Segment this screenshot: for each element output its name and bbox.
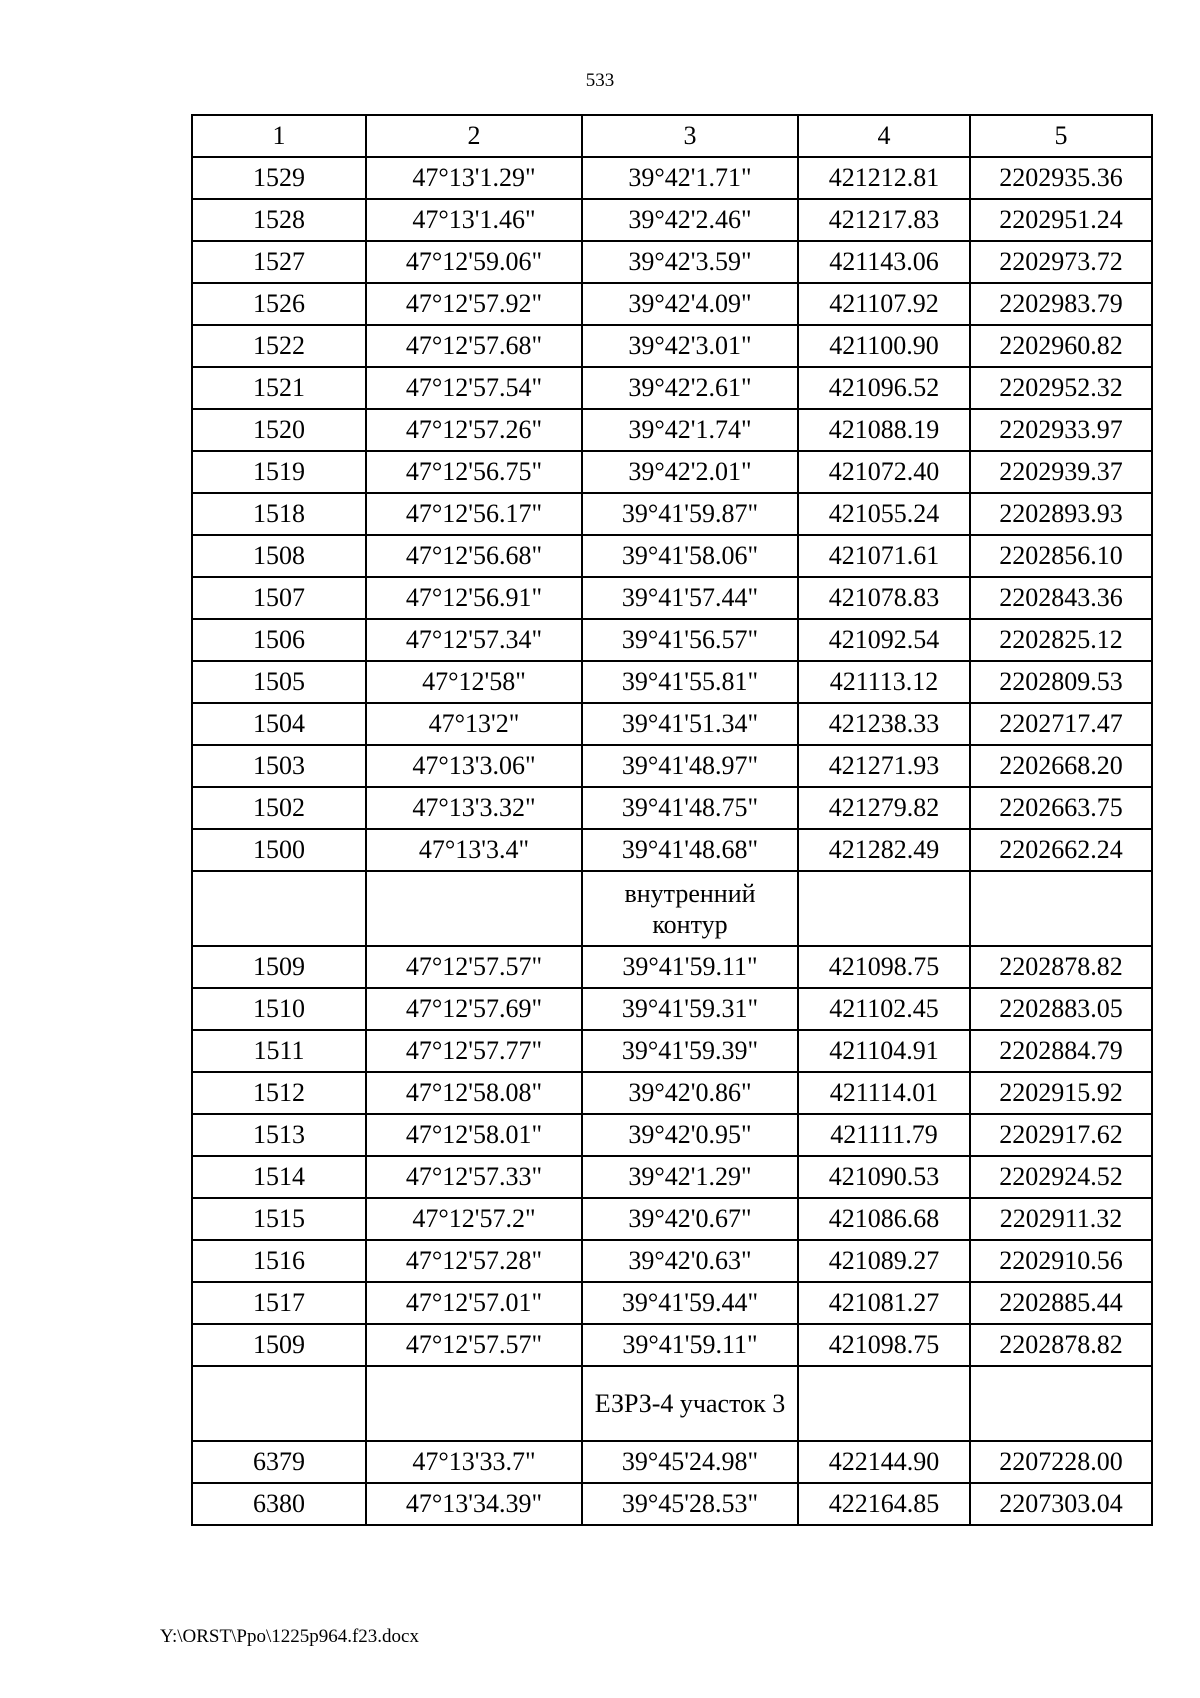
table-cell: 2202910.56 [970, 1240, 1152, 1282]
table-cell: 421092.54 [798, 619, 970, 661]
table-cell: 421113.12 [798, 661, 970, 703]
table-cell [798, 1366, 970, 1441]
table-row [192, 199, 1152, 241]
table-row [192, 1240, 1152, 1282]
table-row [192, 829, 1152, 871]
table-cell: 47°12'57.33" [366, 1156, 582, 1198]
table-cell: 47°13'1.46" [366, 199, 582, 241]
column-header: 4 [798, 115, 970, 157]
table-cell: 2202951.24 [970, 199, 1152, 241]
table-cell: 421071.61 [798, 535, 970, 577]
table-cell: 421111.79 [798, 1114, 970, 1156]
table-cell: внутренний контур [582, 871, 798, 946]
table-row [192, 325, 1152, 367]
table-cell: 47°12'57.28" [366, 1240, 582, 1282]
table-cell: 47°12'57.54" [366, 367, 582, 409]
table-row [192, 1441, 1152, 1483]
table-cell: 1517 [192, 1282, 366, 1324]
table-cell: 47°12'56.17" [366, 493, 582, 535]
table-row [192, 283, 1152, 325]
table-cell: 39°42'1.71" [582, 157, 798, 199]
table-cell: 39°42'0.63" [582, 1240, 798, 1282]
table-cell: 6380 [192, 1483, 366, 1525]
table-row [192, 1156, 1152, 1198]
table-row [192, 1324, 1152, 1366]
table-cell: 2202917.62 [970, 1114, 1152, 1156]
table-cell: 2207228.00 [970, 1441, 1152, 1483]
table-row [192, 367, 1152, 409]
table-cell: 47°12'57.2" [366, 1198, 582, 1240]
table-cell: 421072.40 [798, 451, 970, 493]
table-cell: 1503 [192, 745, 366, 787]
table-row [192, 946, 1152, 988]
table-cell [970, 871, 1152, 946]
table-row [192, 577, 1152, 619]
table-cell: 39°41'59.11" [582, 946, 798, 988]
table-cell: 47°12'57.34" [366, 619, 582, 661]
table-cell: 1516 [192, 1240, 366, 1282]
table-cell: 2202973.72 [970, 241, 1152, 283]
table-cell: 421078.83 [798, 577, 970, 619]
table-cell: 39°42'0.86" [582, 1072, 798, 1114]
table-row [192, 451, 1152, 493]
table-cell: 421279.82 [798, 787, 970, 829]
table-cell: 421090.53 [798, 1156, 970, 1198]
table-cell: 421107.92 [798, 283, 970, 325]
table-cell: 39°42'2.01" [582, 451, 798, 493]
table-cell: 2202983.79 [970, 283, 1152, 325]
table-cell [366, 871, 582, 946]
table-cell: 39°41'59.44" [582, 1282, 798, 1324]
table-cell [970, 1366, 1152, 1441]
table-cell: 39°41'51.34" [582, 703, 798, 745]
table-cell: 47°13'1.29" [366, 157, 582, 199]
table-cell: 1514 [192, 1156, 366, 1198]
table-row [192, 241, 1152, 283]
table-row [192, 787, 1152, 829]
table-cell: 1518 [192, 493, 366, 535]
table-cell: 2202884.79 [970, 1030, 1152, 1072]
table-cell: 47°12'57.01" [366, 1282, 582, 1324]
table-cell [192, 1366, 366, 1441]
table-cell: 2202717.47 [970, 703, 1152, 745]
column-header: 1 [192, 115, 366, 157]
table-cell: 39°42'2.46" [582, 199, 798, 241]
table-cell: 39°41'57.44" [582, 577, 798, 619]
column-header: 5 [970, 115, 1152, 157]
table-cell: 421098.75 [798, 1324, 970, 1366]
table-cell: ЕЗРЗ-4 участок 3 [582, 1366, 798, 1441]
table-cell: 47°12'59.06" [366, 241, 582, 283]
table-cell: 421102.45 [798, 988, 970, 1030]
table-row [192, 1072, 1152, 1114]
table-cell: 47°12'57.57" [366, 946, 582, 988]
table-cell: 39°42'4.09" [582, 283, 798, 325]
table-cell: 39°41'59.39" [582, 1030, 798, 1072]
table-cell: 1528 [192, 199, 366, 241]
table-cell: 39°41'48.68" [582, 829, 798, 871]
table-cell: 1509 [192, 946, 366, 988]
table-cell: 47°12'56.68" [366, 535, 582, 577]
table-cell: 47°13'3.4" [366, 829, 582, 871]
table-cell: 1505 [192, 661, 366, 703]
table-cell: 1508 [192, 535, 366, 577]
page-number: 533 [585, 70, 615, 91]
table-cell: 421217.83 [798, 199, 970, 241]
table-cell: 39°42'0.95" [582, 1114, 798, 1156]
table-cell: 39°42'0.67" [582, 1198, 798, 1240]
table-cell: 2202878.82 [970, 1324, 1152, 1366]
table-cell: 39°42'3.59" [582, 241, 798, 283]
table-cell: 421088.19 [798, 409, 970, 451]
table-cell [192, 871, 366, 946]
table-cell: 39°45'28.53" [582, 1483, 798, 1525]
table-cell: 47°12'57.92" [366, 283, 582, 325]
table-cell: 6379 [192, 1441, 366, 1483]
table-cell: 1504 [192, 703, 366, 745]
table-cell: 1527 [192, 241, 366, 283]
table-cell: 1511 [192, 1030, 366, 1072]
table-cell: 421282.49 [798, 829, 970, 871]
table-cell: 1500 [192, 829, 366, 871]
table-cell: 2202924.52 [970, 1156, 1152, 1198]
table-row [192, 535, 1152, 577]
table-cell: 421238.33 [798, 703, 970, 745]
table-cell: 421143.06 [798, 241, 970, 283]
table-cell [366, 1366, 582, 1441]
table-cell: 422144.90 [798, 1441, 970, 1483]
coordinates-table [191, 114, 1153, 1526]
section-row [192, 871, 1152, 946]
table-cell: 1507 [192, 577, 366, 619]
table-cell: 39°41'59.11" [582, 1324, 798, 1366]
table-cell: 1529 [192, 157, 366, 199]
table-cell: 1519 [192, 451, 366, 493]
table-cell: 1526 [192, 283, 366, 325]
table-cell: 1510 [192, 988, 366, 1030]
table-cell: 2202952.32 [970, 367, 1152, 409]
table-cell: 421098.75 [798, 946, 970, 988]
table-cell: 421086.68 [798, 1198, 970, 1240]
table-cell: 39°42'1.29" [582, 1156, 798, 1198]
table-cell: 421055.24 [798, 493, 970, 535]
table-cell: 2202843.36 [970, 577, 1152, 619]
table-row [192, 619, 1152, 661]
table-cell: 421081.27 [798, 1282, 970, 1324]
table-cell: 47°12'57.69" [366, 988, 582, 1030]
table-cell: 39°41'56.57" [582, 619, 798, 661]
table-row [192, 1114, 1152, 1156]
table-cell: 39°42'1.74" [582, 409, 798, 451]
table-cell: 1509 [192, 1324, 366, 1366]
table-row [192, 988, 1152, 1030]
table-cell: 2202935.36 [970, 157, 1152, 199]
table-cell: 47°12'58.08" [366, 1072, 582, 1114]
table-cell: 421104.91 [798, 1030, 970, 1072]
table-cell: 421100.90 [798, 325, 970, 367]
table-row [192, 157, 1152, 199]
table-cell: 421089.27 [798, 1240, 970, 1282]
table-cell: 47°12'57.57" [366, 1324, 582, 1366]
table-cell: 1512 [192, 1072, 366, 1114]
table-cell: 47°12'58" [366, 661, 582, 703]
table-cell: 47°12'57.68" [366, 325, 582, 367]
table-cell: 47°12'58.01" [366, 1114, 582, 1156]
table-cell: 47°12'56.91" [366, 577, 582, 619]
table-cell: 47°13'3.32" [366, 787, 582, 829]
column-header: 2 [366, 115, 582, 157]
table-cell: 39°45'24.98" [582, 1441, 798, 1483]
table-cell: 39°41'48.75" [582, 787, 798, 829]
table-cell: 1520 [192, 409, 366, 451]
table-row [192, 703, 1152, 745]
column-header: 3 [582, 115, 798, 157]
table-cell: 421096.52 [798, 367, 970, 409]
table-cell: 422164.85 [798, 1483, 970, 1525]
table-cell: 47°13'3.06" [366, 745, 582, 787]
table-cell: 47°13'33.7" [366, 1441, 582, 1483]
table-cell: 2202893.93 [970, 493, 1152, 535]
table-cell: 39°41'55.81" [582, 661, 798, 703]
table-cell: 1522 [192, 325, 366, 367]
table-cell: 2202915.92 [970, 1072, 1152, 1114]
table-cell: 39°41'59.31" [582, 988, 798, 1030]
section-row [192, 1366, 1152, 1441]
table-row [192, 745, 1152, 787]
table-cell: 2202809.53 [970, 661, 1152, 703]
footer-file-path: Y:\ORST\Ppo\1225p964.f23.docx [160, 1626, 419, 1647]
table-cell: 2202856.10 [970, 535, 1152, 577]
table-cell: 1502 [192, 787, 366, 829]
table-cell: 1513 [192, 1114, 366, 1156]
table-cell: 2202662.24 [970, 829, 1152, 871]
table-cell: 421114.01 [798, 1072, 970, 1114]
table-cell: 2202883.05 [970, 988, 1152, 1030]
table-cell: 47°12'56.75" [366, 451, 582, 493]
table-cell: 47°13'34.39" [366, 1483, 582, 1525]
table-row [192, 1282, 1152, 1324]
table-cell: 39°41'59.87" [582, 493, 798, 535]
table-cell [798, 871, 970, 946]
table-cell: 1506 [192, 619, 366, 661]
table-cell: 421212.81 [798, 157, 970, 199]
table-cell: 2202825.12 [970, 619, 1152, 661]
table-row [192, 1198, 1152, 1240]
table-row [192, 661, 1152, 703]
table-cell: 2202668.20 [970, 745, 1152, 787]
table-cell: 2202960.82 [970, 325, 1152, 367]
table-cell: 47°13'2" [366, 703, 582, 745]
table-row [192, 1030, 1152, 1072]
table-cell: 1521 [192, 367, 366, 409]
table-cell: 39°42'2.61" [582, 367, 798, 409]
table-cell: 47°12'57.26" [366, 409, 582, 451]
table-cell: 2202911.32 [970, 1198, 1152, 1240]
table-cell: 2202878.82 [970, 946, 1152, 988]
table-cell: 2202933.97 [970, 409, 1152, 451]
table-cell: 2202885.44 [970, 1282, 1152, 1324]
table-body [192, 157, 1152, 1525]
table-cell: 39°42'3.01" [582, 325, 798, 367]
table-row [192, 409, 1152, 451]
table-header-row [192, 115, 1152, 157]
table-cell: 39°41'58.06" [582, 535, 798, 577]
table-cell: 1515 [192, 1198, 366, 1240]
table-row [192, 493, 1152, 535]
table-cell: 2202663.75 [970, 787, 1152, 829]
table-cell: 47°12'57.77" [366, 1030, 582, 1072]
table-cell: 2202939.37 [970, 451, 1152, 493]
table-cell: 2207303.04 [970, 1483, 1152, 1525]
table-cell: 39°41'48.97" [582, 745, 798, 787]
table-cell: 421271.93 [798, 745, 970, 787]
table-row [192, 1483, 1152, 1525]
